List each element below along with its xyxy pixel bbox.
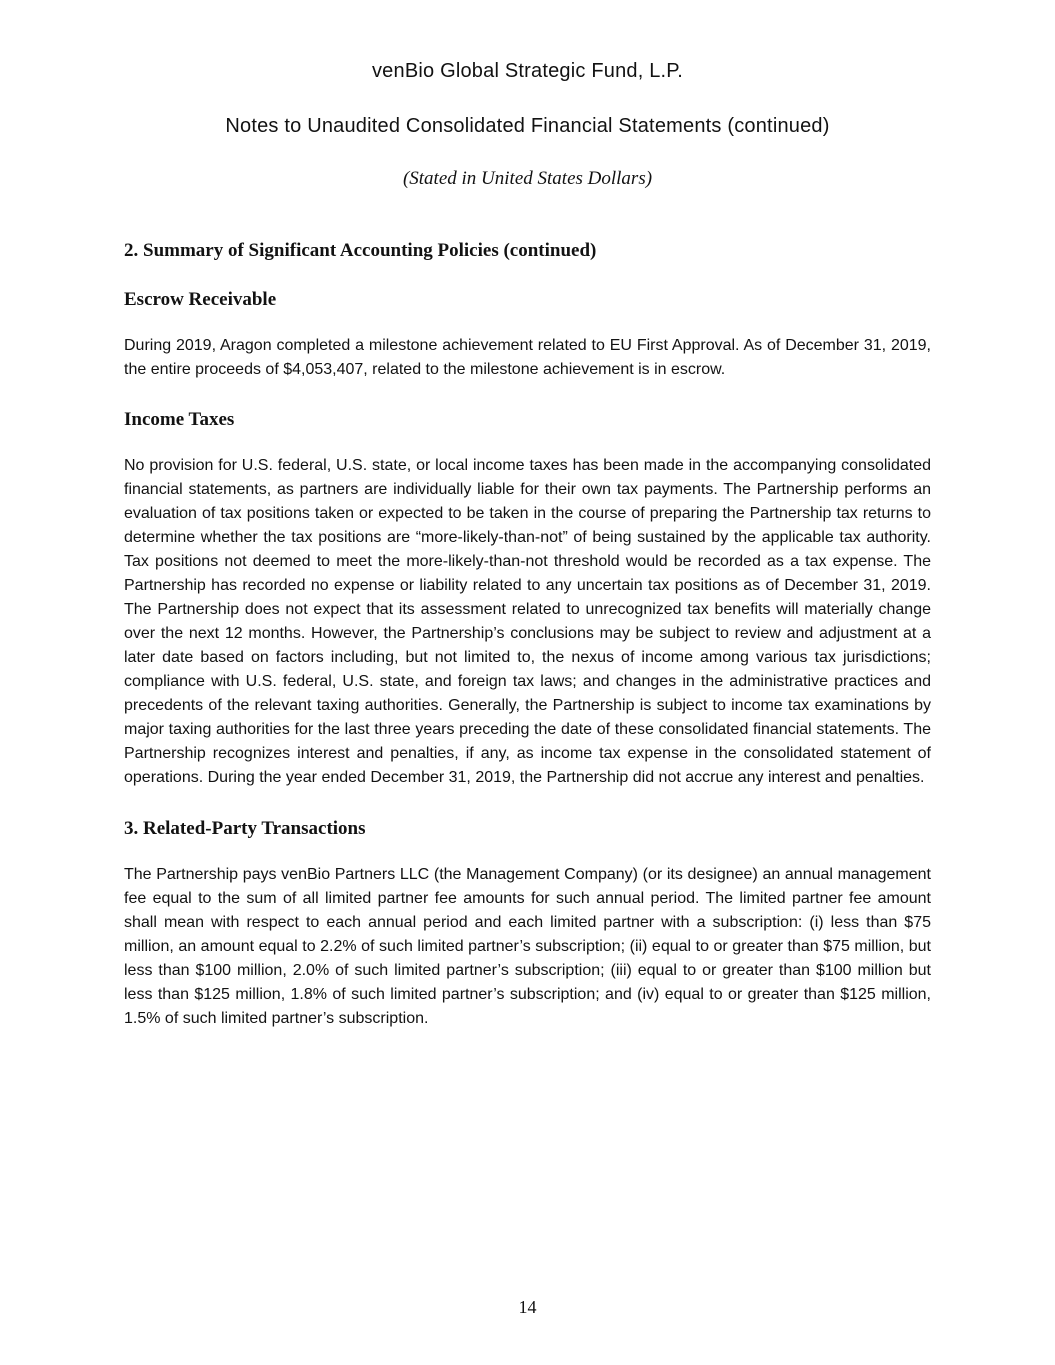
section-heading-related-party-transactions: 3. Related-Party Transactions bbox=[124, 818, 366, 839]
paragraph-escrow-receivable: During 2019, Aragon completed a milestone achievement related to EU First Approval. As of December 31, 2019, the entire proceeds of $4,053,407, related to the milestone achievement is in escrow. bbox=[124, 337, 931, 378]
document-title: venBio Global Strategic Fund, L.P. bbox=[371, 60, 684, 82]
paragraph-income-taxes: No provision for U.S. federal, U.S. state, or local income taxes has been made in the accompanying consolidated financial statements, as partners are individually liable for their own tax payments. The Partnership performs an evaluation of tax positions taken or expected to be taken in the course of preparing the Partnership tax returns to determine whether the tax positions are “more-likely-than-not” of being sustained by the applicable tax authority. Tax positions not deemed to meet the more-likely-than-not threshold would be recorded as a tax expense. The Partnership has recorded no expense or liability related to any uncertain tax positions as of December 31, 2019. The Partnership does not expect that its assessment related to unrecognized tax benefits will materially change over the next 12 months. However, the Partnership’s conclusions may be subject to review and adjustment at a later date based on factors including, but not limited to, the nexus of income among various tax jurisdictions; compliance with U.S. federal, U.S. state, and foreign tax laws; and changes in the administrative practices and precedents of the relevant taxing authorities. Generally, the Partnership is subject to income tax examinations by major taxing authorities for the last three years preceding the date of these consolidated financial statements. The Partnership recognizes interest and penalties, if any, as income tax expense in the consolidated statement of operations. During the year ended December 31, 2019, the Partnership did not accrue any interest and penalties. bbox=[124, 457, 931, 786]
subsection-heading-income-taxes: Income Taxes bbox=[124, 409, 235, 430]
document-content bbox=[124, 0, 931, 1031]
currency-statement: (Stated in United States Dollars) bbox=[402, 168, 653, 189]
paragraph-related-party-transactions: The Partnership pays venBio Partners LLC (the Management Company) (or its designee) an annual management fee equal to the sum of all limited partner fee amounts for such annual period. The limited partner fee amount shall mean with respect to each annual period and each limited partner with a subscription: (i) less than $75 million, an amount equal to 2.2% of such limited partner’s subscription; (ii) equal to or greater than $75 million, but less than $100 million, 2.0% of such limited partner’s subscription; (iii) equal to or greater than $100 million but less than $125 million, 1.8% of such limited partner’s subscription; and (iv) equal to or greater than $125 million, 1.5% of such limited partner’s subscription. bbox=[124, 866, 931, 1027]
section-heading-significant-accounting-policies: 2. Summary of Significant Accounting Policies (continued) bbox=[124, 240, 597, 261]
page-number: 14 bbox=[518, 1297, 537, 1317]
subsection-heading-escrow-receivable: Escrow Receivable bbox=[124, 289, 277, 310]
document-subtitle: Notes to Unaudited Consolidated Financial Statements (continued) bbox=[225, 115, 830, 137]
